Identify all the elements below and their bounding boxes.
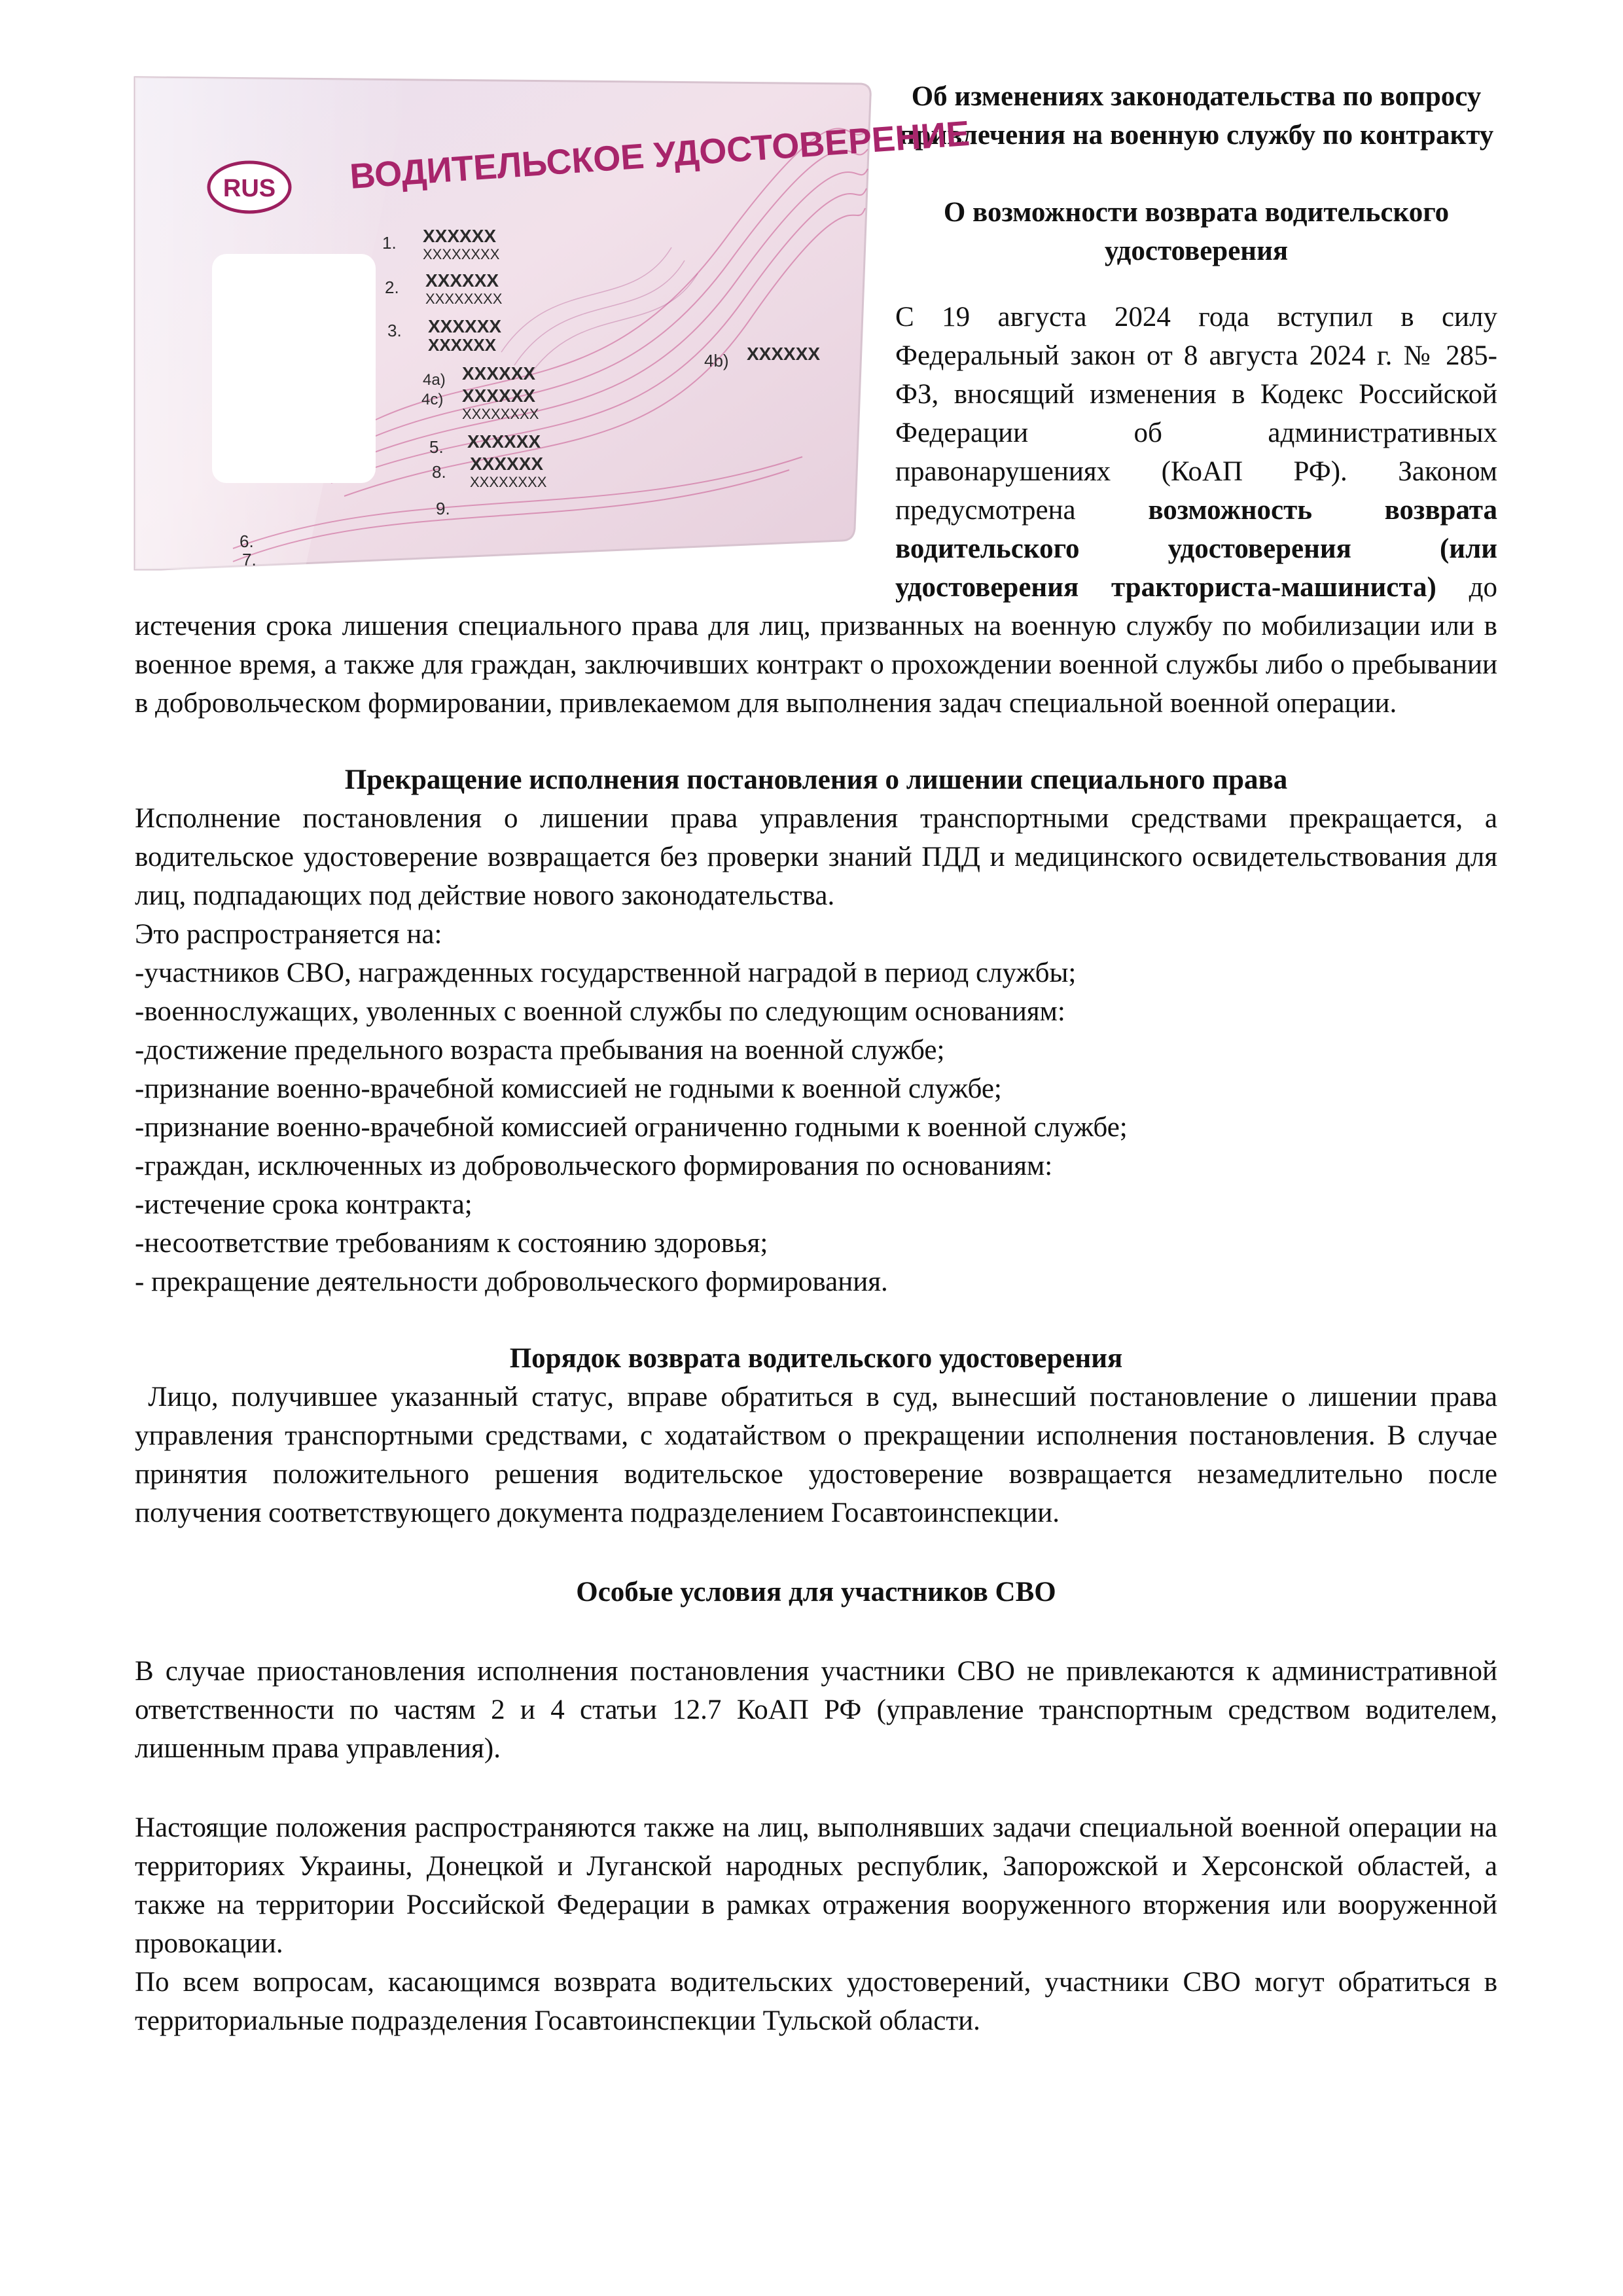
card-field-label: 2. bbox=[385, 278, 399, 297]
card-field-value: XXXXXX bbox=[470, 454, 544, 474]
card-field-sub: XXXXXXXX bbox=[462, 406, 539, 422]
intro-text-1: С 19 августа 2024 года вступил в силу Федеральный закон от 8 августа 2024 г. № 285-ФЗ, вносящий изменения в Кодекс Российской Федерации об административных правонарушениях (КоАП РФ). Законом предусмотрена bbox=[895, 302, 1497, 526]
section-paragraph-special-3: По всем вопросам, касающимся возврата водительских удостоверений, участники СВО могут обратиться в территориальные подразделения Госавтоинспекции Тульской области. bbox=[135, 1967, 1497, 2036]
section-heading-termination: Прекращение исполнения постановления о лишении специального права bbox=[344, 764, 1288, 795]
list-item: -признание военно-врачебной комиссией ограниченно годными к военной службе; bbox=[135, 1112, 1128, 1143]
list-item: -истечение срока контракта; bbox=[135, 1189, 473, 1220]
driver-license-card bbox=[135, 77, 971, 569]
card-field-sub: XXXXXX bbox=[428, 335, 497, 355]
card-field-value: XXXXXX bbox=[462, 386, 536, 406]
card-field-value: XXXXXX bbox=[462, 363, 536, 384]
section-heading-procedure: Порядок возврата водительского удостоверения bbox=[509, 1343, 1123, 1374]
section-paragraph-termination: Исполнение постановления о лишении права управления транспортными средствами прекращается, а водительское удостоверение возвращается без проверки знаний ПДД и медицинского освидетельствования для лиц, подпадающих под действие нового законодательства. bbox=[135, 803, 1497, 911]
list-item: -достижение предельного возраста пребывания на военной службе; bbox=[135, 1035, 945, 1066]
card-field-label: 4c) bbox=[421, 391, 444, 408]
card-field-label: 4b) bbox=[704, 351, 729, 370]
card-field-sub: XXXXXXXX bbox=[423, 246, 500, 262]
card-field-value: XXXXXX bbox=[425, 270, 499, 291]
list-item: - прекращение деятельности добровольческого формирования. bbox=[135, 1266, 888, 1297]
card-field-label: 1. bbox=[382, 233, 397, 253]
list-item: -участников СВО, награжденных государственной наградой в период службы; bbox=[135, 958, 1077, 988]
section-heading-special-conditions: Особые условия для участников СВО bbox=[576, 1577, 1056, 1607]
list-lead: Это распространяется на: bbox=[135, 919, 442, 950]
list-item: -несоответствие требованиям к состоянию здоровья; bbox=[135, 1228, 768, 1259]
list-item: -признание военно-врачебной комиссией не годными к военной службе; bbox=[135, 1073, 1002, 1104]
card-field-label: 3. bbox=[387, 321, 402, 340]
list-item: -граждан, исключенных из добровольческого формирования по основаниям: bbox=[135, 1151, 1053, 1181]
card-field-label: 5. bbox=[429, 437, 444, 457]
intro-text-2: до истечения срока лишения специального права для лиц, призванных на военную службу по мобилизации или в военное время, а также для граждан, заключивших контракт о прохождении военной службы либо о пребывании в добровольческом формировании, привлекаемом для выполнения задач специальной военной операции. bbox=[135, 572, 1497, 719]
card-field-sub: XXXXXXXX bbox=[470, 474, 547, 490]
list-item: -военнослужащих, уволенных с военной службы по следующим основаниям: bbox=[135, 996, 1065, 1027]
intro-bold-text: возможность возврата водительского удостоверения (или удостоверения тракториста-машиниста) bbox=[895, 495, 1498, 603]
card-field-label: 4a) bbox=[423, 371, 446, 389]
card-field-value: XXXXXX bbox=[467, 431, 541, 452]
card-title: ВОДИТЕЛЬСКОЕ УДОСТОВЕРЕНИЕ bbox=[348, 113, 971, 196]
driver-license-image bbox=[135, 77, 971, 569]
document-title: Об изменениях законодательства по вопросу привлечения на военную службу по контракту bbox=[899, 81, 1494, 151]
card-field-label: 8. bbox=[432, 462, 446, 482]
eligibility-list bbox=[135, 954, 1497, 1301]
card-field-label: 7. bbox=[242, 550, 257, 569]
card-field-value: XXXXXX bbox=[747, 344, 821, 364]
card-field-value: XXXXXX bbox=[423, 226, 497, 246]
section-paragraph-special-1: В случае приостановления исполнения постановления участники СВО не привлекаются к административной ответственности по частям 2 и 4 статьи 12.7 КоАП РФ (управление транспортным средством водителем, лишенным права управления). bbox=[135, 1656, 1497, 1764]
card-field-label: 9. bbox=[436, 499, 450, 518]
document-subtitle: О возможности возврата водительского удостоверения bbox=[943, 197, 1450, 266]
section-paragraph-procedure: Лицо, получившее указанный статус, вправе обратиться в суд, вынесший постановление о лишении права управления транспортными средствами, с ходатайством о прекращении исполнения постановления. В случае принятия положительного решения водительское удостоверение возвращается незамедлительно после получения соответствующего документа подразделением Госавтоинспекции. bbox=[135, 1382, 1505, 1528]
card-country-code: RUS bbox=[223, 175, 276, 202]
section-paragraph-special-2: Настоящие положения распространяются также на лиц, выполнявших задачи специальной военной операции на территориях Украины, Донецкой и Луганской народных республик, Запорожской и Херсонской областей, а также на территории Российской Федерации в рамках отражения вооруженного вторжения или вооруженной провокации. bbox=[135, 1812, 1497, 1959]
card-field-sub: XXXXXXXX bbox=[425, 291, 503, 307]
document-content bbox=[135, 77, 1505, 2040]
card-field-label: 6. bbox=[240, 531, 254, 551]
card-field-value: XXXXXX bbox=[428, 316, 502, 336]
